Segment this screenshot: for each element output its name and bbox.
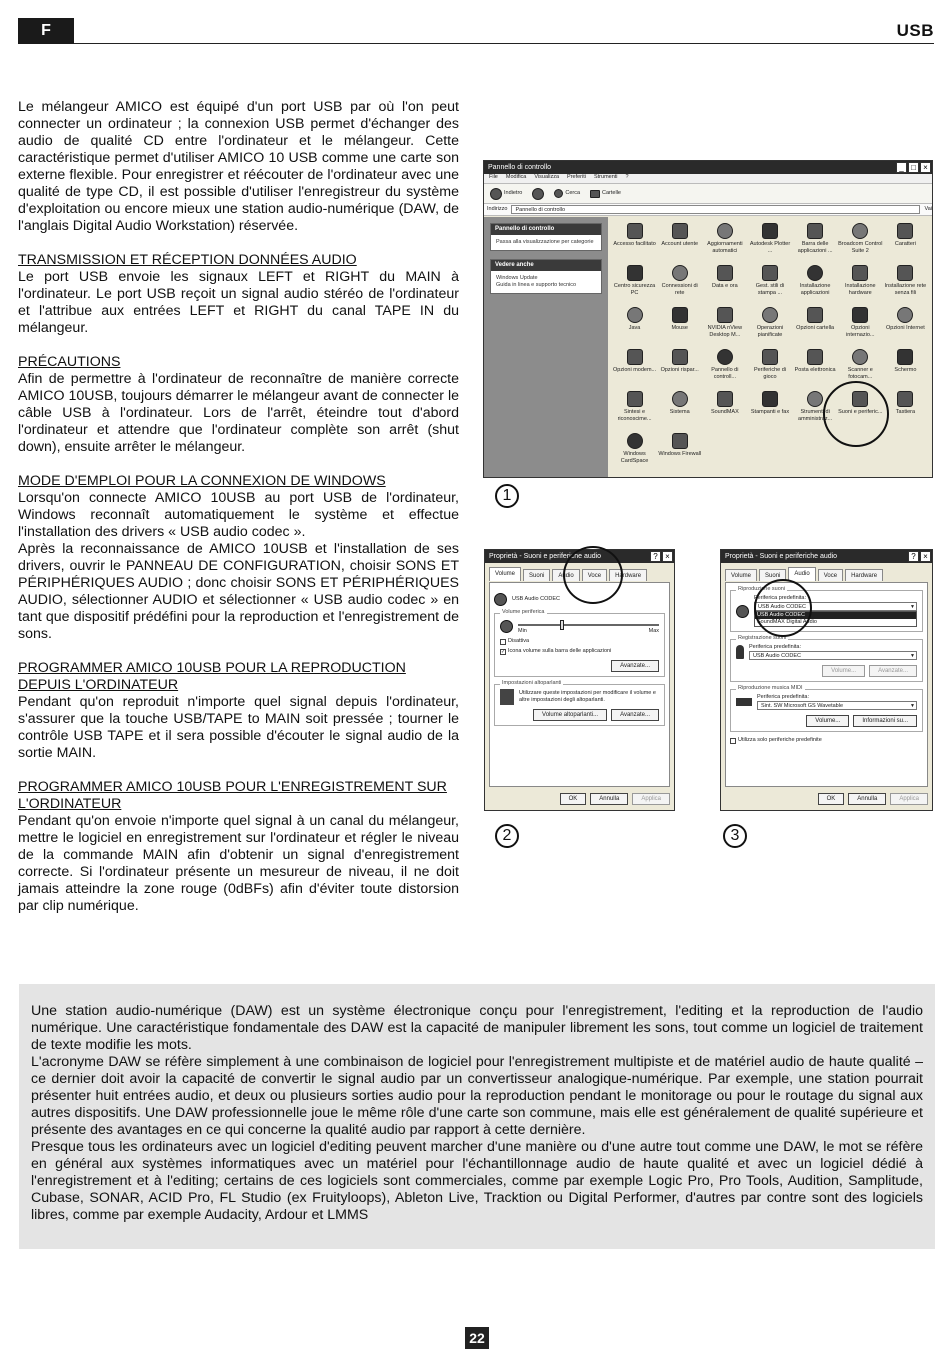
cp-item-label: SoundMAX [710,409,739,415]
control-panel-applet-icon [717,307,733,323]
cp-item-label: Pannello di controll... [711,367,739,380]
header-rule [74,43,934,44]
cp-item[interactable] [612,391,657,429]
cp-item[interactable] [838,265,883,303]
cp-item[interactable] [838,307,883,345]
control-panel-applet-icon [717,265,733,281]
control-panel-applet-icon [897,391,913,407]
cp-toolbar [484,184,932,204]
midi-info-button[interactable]: Informazioni su... [853,715,917,727]
speaker-volume-button[interactable]: Volume altoparlanti... [533,709,607,721]
paragraph-windows-a: Lorsqu'on connecte AMICO 10USB au port USB de l'ordinateur, Windows reconnaît automatiquement le système et effectue l'installation des drivers « USB audio codec ». [18,490,459,540]
highlight-circle [823,381,889,447]
tab-audio[interactable]: Audio [552,569,579,581]
cp-item-label: Autodesk Plotter ... [749,241,791,254]
d1-volume-group-label: Volume periferica [502,609,545,615]
checkbox-icon [500,639,506,645]
control-panel-applet-icon [627,349,643,365]
menu-help[interactable]: ? [625,174,629,180]
cp-item-label: Accesso facilitato [613,241,656,247]
mute-label: Disattiva [508,638,530,644]
cp-item-label: Caratteri [894,241,916,247]
volume-slider[interactable] [518,624,659,626]
forward-arrow-icon [532,188,544,200]
close-icon[interactable]: × [920,162,931,173]
cp-item-label: Installazione applicazioni [799,283,831,296]
menu-favorites[interactable]: Preferiti [567,174,586,180]
ok-button[interactable]: OK [818,793,845,805]
folders-label: Cartelle [602,190,621,196]
cp-item[interactable] [883,349,928,387]
menu-edit[interactable]: Modifica [505,174,527,180]
heading-playback: PROGRAMMER AMICO 10USB POUR LA REPRODUCTION DEPUIS L'ORDINATEUR [18,660,406,693]
tab-hardware[interactable]: Hardware [609,569,647,581]
help-support-link[interactable]: Guida in linea e supporto tecnico [496,282,577,288]
control-panel-applet-icon [897,307,913,323]
control-panel-applet-icon [852,307,868,323]
only-default-checkbox[interactable] [730,737,923,744]
daw-info-box [19,984,935,1249]
cp-item-label: Installazione rete senza fili [884,283,927,296]
control-panel-applet-icon [762,349,778,365]
main-text-column [18,99,459,915]
apply-button[interactable]: Applica [890,793,928,805]
control-panel-applet-icon [627,223,643,239]
control-panel-applet-icon [627,307,643,323]
cp-item-label: Stampanti e fax [750,409,790,415]
control-panel-applet-icon [852,223,868,239]
paragraph-transmission: Le port USB envoie les signaux LEFT et RIGHT du MAIN à l'ordinateur. Le port USB reçoit un signal audio stéréo de l'ordinateur et l'attribue aux entrées LEFT et RIGHT du canal TAPE IN du mélangeur. [18,269,459,336]
microphone-icon [736,645,744,659]
forward-button[interactable] [532,188,544,200]
section-title: USB [896,21,934,40]
close-icon[interactable]: × [662,551,673,562]
cp-item[interactable] [838,223,883,261]
cp-item[interactable] [793,349,838,387]
cp-item[interactable] [612,265,657,303]
control-panel-applet-icon [762,223,778,239]
tab-volume[interactable]: Volume [489,567,521,581]
cp-item-label: Broadcom Control Suite 2 [838,241,883,254]
cp-item-label: Connessioni di rete [661,283,698,296]
control-panel-applet-icon [672,391,688,407]
cp-item-label: Opzioni Internet [886,325,925,331]
search-label: Cerca [565,190,581,196]
close-icon[interactable]: × [920,551,931,562]
cp-item[interactable] [612,223,657,261]
dropdown-option-usb[interactable]: USB Audio CODEC [755,612,916,619]
control-panel-applet-icon [717,349,733,365]
cp-address-bar [484,204,932,216]
cp-item-label: Opzioni cartella [796,325,835,331]
cp-item[interactable] [747,391,792,429]
cp-menubar [484,174,932,184]
show-icon-label: Icona volume sulla barra delle applicazioni [508,648,612,654]
control-panel-applet-icon [897,349,913,365]
heading-recording: PROGRAMMER AMICO 10USB POUR L'ENREGISTREMENT SUR L'ORDINATEUR [18,779,447,812]
cp-item-label: Sistema [669,409,690,415]
sound-properties-audio-dialog [720,549,933,811]
cancel-button[interactable]: Annulla [590,793,628,805]
tab-sounds[interactable]: Suoni [523,569,550,581]
cp-item-label: Posta elettronica [794,367,836,373]
cp-item[interactable] [612,433,657,471]
control-panel-applet-icon [672,223,688,239]
minimize-icon[interactable]: _ [896,162,907,173]
cp-item-label: Opzioni internazio... [846,325,875,338]
cp-item-label: Operazioni pianificate [756,325,784,338]
page-number: 22 [465,1327,489,1349]
d1-speaker-group [494,680,665,726]
heading-transmission: TRANSMISSION ET RÉCEPTION DONNÉES AUDIO [18,252,357,268]
address-input[interactable]: Pannello di controllo [511,205,920,214]
playback-group-label: Riproduzione suoni [738,586,786,592]
daw-paragraph-1: Une station audio-numérique (DAW) est un système électronique conçu pour l'enregistrement, l'editing et la reproduction de l'audio numérique. Une caractéristique fondamentale des DAW est la capacité de manipuler librement les sons, tout comme un logiciel de traitement de texte modifie les mots. [31,1003,923,1053]
cp-item[interactable] [793,223,838,261]
cp-item-label: Strumenti di amministraz... [798,409,833,422]
control-panel-applet-icon [627,265,643,281]
volume-slider-thumb[interactable] [560,620,564,630]
recording-group [730,635,923,682]
control-panel-applet-icon [852,265,868,281]
cp-item-label: Tastiera [895,409,916,415]
heading-windows: MODE D'EMPLOI POUR LA CONNEXION DE WINDOWS [18,473,386,489]
control-panel-applet-icon [627,391,643,407]
paragraph-windows-b: Après la reconnaissance de AMICO 10USB et l'installation de ses drivers, ouvrir le PANNEAU DE CONFIGURATION, choisir SONS ET PÉRIPHÉRIQUES AUDIO ; donc choisir SONS ET PÉRIPHÉRIQUES AUDIO, sélectionner AUDIO et sélectionner « USB audio codec » en tant que dispositif prédéfini pour la reproduction et l'enregistrement de sons. [18,541,459,642]
control-panel-applet-icon [807,391,823,407]
max-label: Max [648,628,659,634]
tab-sounds[interactable]: Suoni [759,569,786,581]
cp-item[interactable] [612,307,657,345]
cp-item-label: Suoni e periferic... [838,409,883,415]
cp-item-label: Java [628,325,641,331]
help-icon[interactable]: ? [650,551,661,562]
help-icon[interactable]: ? [908,551,919,562]
intro-paragraph: Le mélangeur AMICO est équipé d'un port USB par où l'on peut connecter un ordinateur ; la connexion USB permet d'échanger des audio de qualité CD entre l'ordinateur et le mélangeur. Cette caractéristique permet d'utiliser AMICO 10 USB comme une carte son externe flexible. Pour enregistrer et réécouter de l'ordinateur avec une qualité de type CD, il est possible d'utiliser l'enregistreur du système d'exploitation ou encore mieux une station audio-numérique (DAW, de l'anglais Digital Audio Workstation) réservée. [18,99,459,234]
speaker-icon [736,605,749,618]
cp-item-label: Windows Firewall [658,451,702,457]
cp-item-label: Mouse [671,325,688,331]
cp-item[interactable] [657,349,702,387]
highlight-circle [563,546,623,604]
cp-item[interactable] [747,307,792,345]
folder-icon [590,190,600,198]
control-panel-applet-icon [762,307,778,323]
cp-item[interactable] [657,307,702,345]
recording-default-label: Periferica predefinita: [749,644,801,650]
cp-item[interactable] [702,265,747,303]
paragraph-playback: Pendant qu'on reproduit n'importe quel signal depuis l'ordinateur, s'assurer que la touche USB/TAPE to MAIN soit pressée ; tourner le contrôle USB TAPE et il sera possible d'écouter le signal audio de la sortie MAIN. [18,694,459,761]
cp-item[interactable] [702,223,747,261]
language-tab: F [18,18,74,44]
d2-button-row [721,787,932,811]
control-panel-applet-icon [807,265,823,281]
folders-button[interactable] [590,190,621,198]
cp-panel-see-also [490,259,602,294]
apply-button[interactable]: Applica [632,793,670,805]
back-arrow-icon [490,188,502,200]
menu-tools[interactable]: Strumenti [593,174,618,180]
cp-item-label: Barra delle applicazioni ... [797,241,833,254]
cp-item[interactable] [657,223,702,261]
figure-number-3: 3 [723,824,747,848]
midi-default-label: Periferica predefinita: [757,694,809,700]
ok-button[interactable]: OK [560,793,587,805]
tab-volume[interactable]: Volume [725,569,757,581]
d2-title: Proprietà - Suoni e periferiche audio [725,553,838,560]
control-panel-applet-icon [897,265,913,281]
control-panel-applet-icon [762,391,778,407]
playback-device-select[interactable]: USB Audio CODEC ▼ [754,602,917,611]
cp-item-label: Installazione hardware [844,283,876,296]
cancel-button[interactable]: Annulla [848,793,886,805]
maximize-icon[interactable]: □ [908,162,919,173]
cp-item-label: Gest. stili di stampa ... [755,283,785,296]
midi-volume-button[interactable]: Volume... [806,715,849,727]
cp-task-pane [484,217,608,477]
speakers-icon [500,689,514,705]
cp-item[interactable] [747,223,792,261]
only-default-label: Utilizza solo periferiche predefinite [738,737,822,743]
cp-item-label: Opzioni modem... [613,367,657,373]
speaker-icon [500,620,513,633]
dropdown-option-soundmax[interactable]: SoundMAX Digital Audio [757,619,817,625]
cp-item-label: Sintesi e riconoscime... [617,409,652,422]
control-panel-applet-icon [672,307,688,323]
d1-button-row [485,787,674,811]
speaker-icon [494,593,507,606]
d1-advanced-button[interactable]: Avanzate... [611,660,659,672]
tab-voice[interactable]: Voce [818,569,843,581]
checkbox-checked-icon: ✓ [501,648,506,655]
cp-item-label: Centro sicurezza PC [613,283,656,296]
control-panel-applet-icon [672,433,688,449]
cp-item-label: Account utente [661,241,699,247]
recording-device-select[interactable]: USB Audio CODEC ▼ [749,651,917,660]
cp-titlebar [484,161,932,174]
checkbox-icon [730,738,736,744]
d1-title: Proprietà - Suoni e periferiche audio [489,553,602,560]
recording-volume-button[interactable]: Volume... [822,665,865,677]
d1-body [489,582,670,787]
menu-view[interactable]: Visualizza [534,174,560,180]
recording-group-label: Registrazione suoni [738,635,787,641]
tab-hardware[interactable]: Hardware [845,569,883,581]
cp-item[interactable] [793,265,838,303]
cp-item-label: Data e ora [712,283,738,289]
cp-item[interactable] [702,391,747,429]
control-panel-applet-icon [672,265,688,281]
menu-file[interactable]: File [489,174,498,180]
control-panel-applet-icon [717,391,733,407]
cp-item[interactable] [657,391,702,429]
cp-panel-see-also-title: Vedere anche [491,260,601,271]
cp-item[interactable] [747,265,792,303]
cp-item[interactable] [793,307,838,345]
control-panel-applet-icon [807,307,823,323]
cp-item-label: Scanner e fotocam... [847,367,873,380]
control-panel-applet-icon [807,349,823,365]
d1-volume-group [494,609,665,677]
tab-audio[interactable]: Audio [788,567,815,581]
cp-item-label: Opzioni rispar... [660,367,699,373]
daw-paragraph-3: Presque tous les ordinateurs avec un logiciel d'editing peuvent marcher d'une manière ou d'une autre tout comme une DAW, le mot se réfère en général aux systèmes informatiques avec un matériel pour l'échantillonnage audio de haute qualité et avec un logiciel dédié à l'enregistrement et à l'editing; certains de ces logiciels sont commerciales, comme par exemple Logic Pro, Pro Tools, Audition, Samplitude, Cubase, SONAR, ACID Pro, FL Studio (ex Fruityloops), Ableton Live, Tracktion ou Digital Performer, d'autres par contre sont des logiciels libres, comme par exemple Audacity, Ardour et LMMS [31,1139,923,1223]
d1-speaker-group-label: Impostazioni altoparlanti [502,680,562,686]
back-label: Indietro [504,190,523,196]
cp-item-label: Aggiornamenti automatici [707,241,743,254]
cp-item-label: Windows CardSpace [620,451,649,464]
cp-item[interactable] [883,223,928,261]
switch-category-link[interactable]: Passa alla visualizzazione per categorie [496,239,594,245]
midi-device-select[interactable]: Sint. SW Microsoft GS Wavetable ▼ [757,701,917,710]
cp-item-label: Schermo [894,367,917,373]
control-panel-applet-icon [717,223,733,239]
cp-item[interactable] [883,391,928,429]
midi-group [730,685,923,732]
d1-speaker-text: Utilizzare queste impostazioni per modificare il volume e altre impostazioni degli altoparlanti. [519,690,656,703]
control-panel-applet-icon [672,349,688,365]
control-panel-applet-icon [762,265,778,281]
playback-default-label: Periferica predefinita: [754,595,806,601]
cp-item[interactable] [883,265,928,303]
cp-panel-main [490,223,602,251]
keyboard-icon [736,698,752,706]
figure-number-2: 2 [495,824,519,848]
control-panel-applet-icon [807,223,823,239]
cp-item-label: Periferiche di gioco [753,367,787,380]
control-panel-screenshot [483,160,933,478]
search-button[interactable] [554,189,580,198]
cp-item[interactable] [702,349,747,387]
control-panel-applet-icon [897,223,913,239]
highlight-circle [754,579,812,637]
recording-advanced-button[interactable]: Avanzate... [869,665,917,677]
d2-titlebar [721,550,932,563]
paragraph-recording: Pendant qu'on envoie n'importe quel signal à un canal du mélangeur, mettre le logiciel en enregistrement sur l'ordinateur et régler le niveau de la commande MAIN afin d'obtenir un signal d'enregistrement correcte. Si l'ordinateur présente un mesureur de niveau, il ne doit jamais atteindre la zone rouge (0dBFs) afin d'éviter toute distorsion par clip numérique. [18,813,459,914]
cp-item[interactable] [702,307,747,345]
search-icon [554,189,563,198]
min-label: Min [518,628,527,634]
cp-item[interactable] [657,265,702,303]
show-icon-checkbox[interactable] [500,648,659,655]
cp-item[interactable] [657,433,702,471]
windows-update-link[interactable]: Windows Update [496,275,538,281]
control-panel-applet-icon [852,349,868,365]
cp-item[interactable] [747,349,792,387]
cp-title: Pannello di controllo [488,164,552,171]
midi-group-label: Riproduzione musica MIDI [738,685,803,691]
cp-item[interactable] [612,349,657,387]
mute-checkbox[interactable] [500,638,659,645]
paragraph-precautions: Afin de permettre à l'ordinateur de reconnaître de manière correcte AMICO 10USB, toujours démarrer le mélangeur avant de connecter le câble USB à l'ordinateur. Lors de l'arrêt, éteindre tout d'abord l'ordinateur et attendre que l'ordinateur complète son arrêt (shut down), ensuite arrêter le mélangeur. [18,371,459,455]
tab-voice[interactable]: Voce [582,569,607,581]
daw-paragraph-2: L'acronyme DAW se réfère simplement à une combinaison de logiciel pour l'enregistrement multipiste et de matériel audio de haute qualité – ce dernier doit avoir la capacité de convertir le signal audio par un convertisseur analogique-numérique. Par exemple, une station pourrait présenter huit entrées audio, et deux ou plusieurs sorties audio pour la reproduction pendant le monitorage ou pour le routage du signal aux autres dispositifs. Une DAW professionnelle joue le même rôle d'une carte son commune, mais elle est généralement de qualité supérieure et présente des avantages en ce qui concerne la qualité audio par rapport à cette dernière. [31,1054,923,1138]
back-button[interactable] [490,188,522,200]
cp-item-label: NVIDIA nView Desktop M... [707,325,743,338]
cp-item[interactable] [883,307,928,345]
cp-panel-main-title: Pannello di controllo [491,224,601,235]
heading-precautions: PRÉCAUTIONS [18,354,121,370]
figure-number-1: 1 [495,484,519,508]
d2-tabs [721,563,932,582]
control-panel-applet-icon [627,433,643,449]
address-label: Indirizzo [487,206,508,212]
go-button[interactable]: Vai [924,206,932,212]
speaker-advanced-button[interactable]: Avanzate... [611,709,659,721]
d1-device-name: USB Audio CODEC [512,596,560,602]
